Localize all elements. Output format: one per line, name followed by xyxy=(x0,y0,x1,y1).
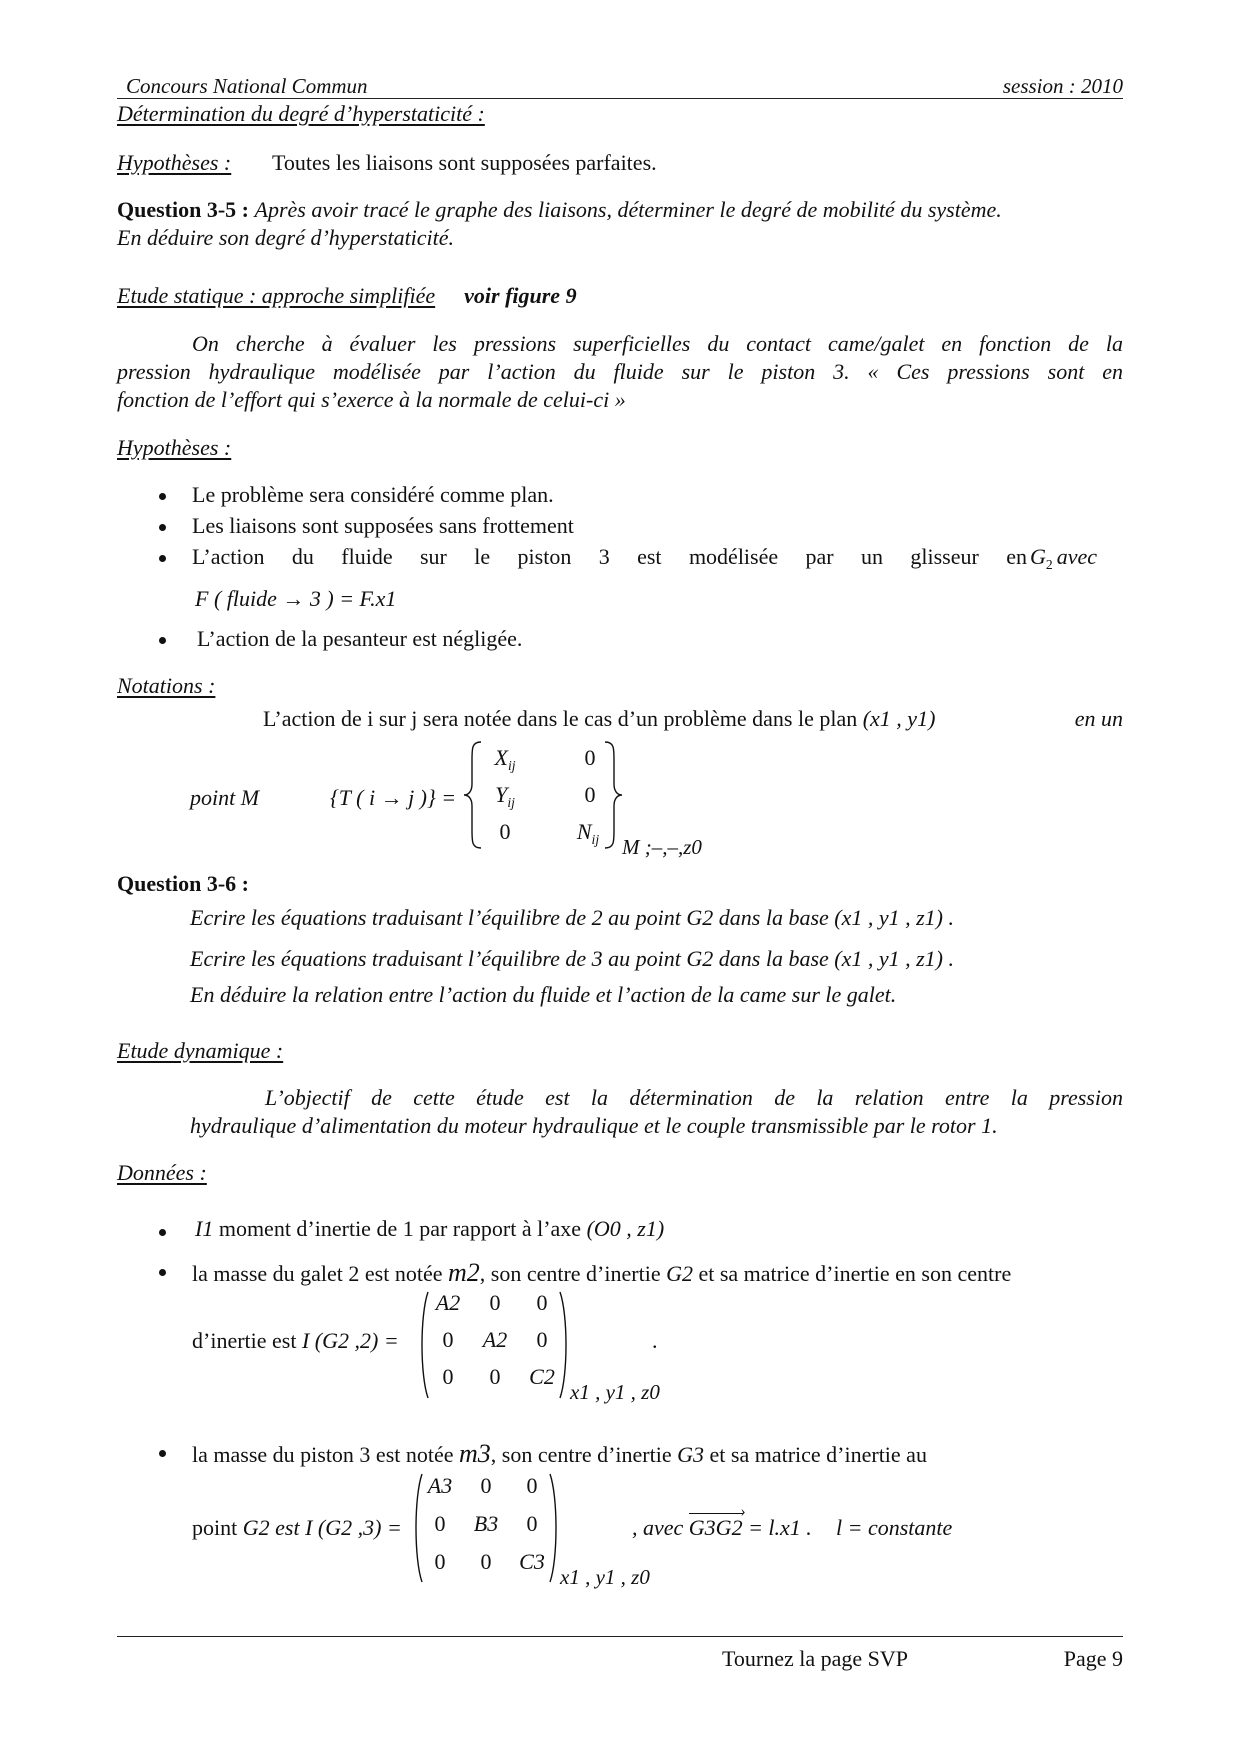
inertia-2-lhs: d’inertie est I (G2 ,2) = xyxy=(192,1328,399,1353)
torsor-cell: 0 xyxy=(584,782,596,807)
matrix-2-cell: A2 xyxy=(482,1327,508,1352)
page-number: Page 9 xyxy=(1063,1646,1123,1671)
matrix-2-cell: 0 xyxy=(536,1327,548,1352)
torsor-x: $X_{ij}$ xyxy=(494,745,516,773)
matrix-3-cell: A3 xyxy=(427,1473,453,1498)
bullet-dot xyxy=(159,555,166,562)
footer-rule xyxy=(117,1636,1123,1637)
inertia-3-relation: , avec G3G2 › = l.x1 . xyxy=(632,1515,812,1541)
hypotheses-label-2: Hypothèses : xyxy=(117,435,232,460)
static-title: Etude statique : approche simplifiée xyxy=(117,283,436,308)
inertia-3-lhs: point G2 est I (G2 ,3) = xyxy=(192,1515,402,1540)
bullet-3-avec: avec xyxy=(1056,544,1097,569)
torsor-cell: 0 xyxy=(499,819,511,844)
matrix-2-cell: 0 xyxy=(536,1290,548,1315)
notation-enun: en un xyxy=(1074,706,1123,731)
donnees-bullet-3: la masse du piston 3 est notée m3, son centre d’inertie G3 et sa matrice d’inertie au xyxy=(192,1439,927,1468)
question-3-5-label: Question 3-5 : xyxy=(117,197,249,222)
bullet-dot xyxy=(159,637,166,644)
section-title-hyperstaticite: Détermination du degré d’hyperstaticité : xyxy=(117,101,485,126)
torsor-lhs: {T ( i → j )} = xyxy=(330,785,457,810)
notation-line xyxy=(263,706,935,732)
figure-ref: voir figure 9 xyxy=(464,283,577,308)
static-para-line3: fonction de l’effort qui s’exerce à la normale de celui-ci » xyxy=(117,387,626,412)
header-left: Concours National Commun xyxy=(126,74,368,98)
glisseur-point: G xyxy=(1030,544,1046,569)
notations-label: Notations : xyxy=(117,673,216,698)
matrix-2-base: x1 , y1 , z0 xyxy=(570,1380,660,1404)
static-para-line1: On cherche à évaluer les pressions superficielles du contact came/galet en fonction de la xyxy=(192,331,1123,356)
matrix-2-cell: 0 xyxy=(442,1327,454,1352)
bullet-3-tail xyxy=(1030,544,1097,570)
bullet-dot xyxy=(159,1269,166,1276)
torsor-n: $N_{ij}$ xyxy=(576,819,600,847)
hypotheses-label-1: Hypothèses : xyxy=(117,150,232,175)
bullet-dot xyxy=(159,1229,166,1236)
matrix-3-cell: 0 xyxy=(434,1511,446,1536)
point-m-label: point M xyxy=(190,785,260,810)
question-3-6-line3: En déduire la relation entre l’action du fluide et l’action de la came sur le galet. xyxy=(190,982,897,1007)
question-3-5-line1: Après avoir tracé le graphe des liaisons, déterminer le degré de mobilité du système. xyxy=(254,197,1002,222)
question-3-6-line1: Ecrire les équations traduisant l’équilibre de 2 au point G2 dans la base (x1 , y1 , z1) . xyxy=(190,905,955,930)
question-3-6-line2: Ecrire les équations traduisant l’équilibre de 3 au point G2 dans la base (x1 , y1 , z1) . xyxy=(190,946,955,971)
force-formula: F ( fluide → 3 ) = F.x1 xyxy=(195,586,397,611)
torsor-y: $Y_{ij}$ xyxy=(495,782,515,810)
header-right: session : 2010 xyxy=(1002,74,1123,98)
matrix-3-cell: C3 xyxy=(519,1549,545,1574)
bullet-dot xyxy=(159,493,166,500)
header-rule xyxy=(117,98,1123,99)
bullet-4: L’action de la pesanteur est négligée. xyxy=(197,626,523,651)
matrix-3-cell: 0 xyxy=(434,1549,446,1574)
bullet-dot xyxy=(159,1450,166,1457)
question-3-6-label: Question 3-6 : xyxy=(117,871,249,896)
bullet-1: Le problème sera considéré comme plan. xyxy=(192,482,554,507)
donnees-bullet-2: la masse du galet 2 est notée m2, son centre d’inertie G2 et sa matrice d’inertie en son centre xyxy=(192,1258,1012,1287)
bullet-2: Les liaisons sont supposées sans frottement xyxy=(192,513,574,538)
g3g2-vector: G3G2 › xyxy=(689,1513,743,1540)
bullet-dot xyxy=(159,524,166,531)
matrix-3-cell: B3 xyxy=(473,1511,499,1536)
matrix-2-cell: A2 xyxy=(435,1290,461,1315)
matrix-2-cell: 0 xyxy=(489,1290,501,1315)
matrix-2-cell: 0 xyxy=(442,1364,454,1389)
static-title-row xyxy=(117,283,577,309)
question-3-5-line2: En déduire son degré d’hyperstaticité. xyxy=(117,225,455,250)
matrix-2-dot: . xyxy=(652,1328,658,1353)
matrix-3-base: x1 , y1 , z0 xyxy=(560,1565,650,1589)
hypotheses-text-1: Toutes les liaisons sont supposées parfaites. xyxy=(272,150,657,175)
notation-text: L’action de i sur j sera notée dans le cas d’un problème dans le plan xyxy=(263,706,858,731)
footer-turn-page: Tournez la page SVP xyxy=(722,1646,909,1671)
question-3-5 xyxy=(117,197,1123,223)
matrix-3-cell: 0 xyxy=(480,1473,492,1498)
static-para-line2: pression hydraulique modélisée par l’action du fluide sur le piston 3. « Ces pressions sont en xyxy=(117,359,1123,384)
matrix-3-cell: 0 xyxy=(526,1473,538,1498)
dyn-title: Etude dynamique : xyxy=(117,1038,284,1063)
l-constant: l = constante xyxy=(836,1515,953,1540)
torsor-base: M ;–,–,z0 xyxy=(622,835,702,859)
bullet-3: L’action du fluide sur le piston 3 est modélisée par un glisseur en xyxy=(192,544,1027,569)
matrix-3-cell: 0 xyxy=(526,1511,538,1536)
donnees-bullet-1: I1 moment d’inertie de 1 par rapport à l’axe (O0 , z1) xyxy=(195,1216,665,1241)
matrix-3-cell: 0 xyxy=(480,1549,492,1574)
matrix-2-cell: 0 xyxy=(489,1364,501,1389)
glisseur-point-sub: 2 xyxy=(1045,556,1053,572)
dyn-para-line2: hydraulique d’alimentation du moteur hydraulique et le couple transmissible par le rotor 1. xyxy=(190,1113,998,1138)
torsor-cell: 0 xyxy=(584,745,596,770)
notation-plane: (x1 , y1) xyxy=(862,706,936,731)
matrix-2-cell: C2 xyxy=(529,1364,555,1389)
donnees-label: Données : xyxy=(117,1160,207,1185)
dyn-para-line1: L’objectif de cette étude est la détermination de la relation entre la pression xyxy=(265,1085,1123,1110)
